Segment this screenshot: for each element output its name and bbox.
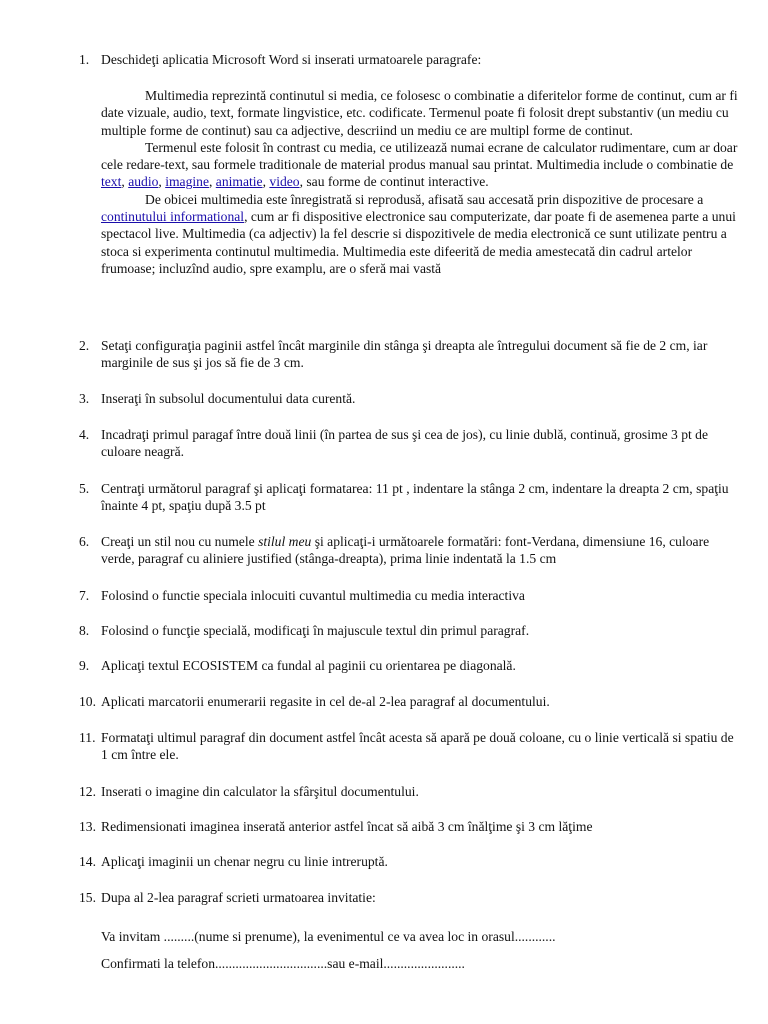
paragraph-2: Termenul este folosit în contrast cu media, ce utilizează numai ecrane de calculator rudimentare, cum ar doar cele redare-text, sau formele traditionale de material produs manual sau printat. Multimedia include o combinatie de text, audio, imagine, animatie, video, sau forme de continut interactive. [101,139,738,190]
list-item-8 [79,622,737,639]
list-item-4 [79,426,737,461]
item-text: Folosind o functie speciala inlocuiti cuvantul multimedia cu media interactiva [101,588,525,603]
item-number: 10. [79,694,96,709]
invitation-line-1: Va invitam .........(nume si prenume), la evenimentul ce va avea loc in orasul............ [101,929,556,944]
sample-paragraphs [79,87,739,277]
item-text: Formataţi ultimul paragraf din document astfel încât acesta să apară pe două coloane, cu o linie verticală si spatiu de 1 cm între ele. [101,730,734,763]
invitation-line-2: Confirmati la telefon.................................sau e-mail........................ [101,956,465,971]
list-item-6 [79,533,737,568]
paragraph-3: De obicei multimedia este înregistrată si reprodusă, afisată sau accesată prin dispozitive de procesare a continutului informational, cum ar fi dispositive electronice sau computerizate, dar poate fi de asemenea parte a unui spectacol live. Multimedia (ca adjectiv) la fel descrie si dispozitivele de media electronică ce sunt utilizate pentru a stoca si experimenta continutul multimedia. Multimedia este difeerită de media amestecată din cadrul artelor frumoase; incluzînd audio, spre examplu, are o sferă mai vastă [101,191,736,276]
item-number: 11. [79,730,96,745]
item-number: 12. [79,784,96,799]
item-text: Folosind o funcţie specială, modificaţi în majuscule textul din primul paragraf. [101,623,530,638]
list-item-2 [79,337,737,372]
list-item-10 [79,693,737,710]
item-text: Creaţi un stil nou cu numele stilul meu şi aplicaţi-i următoarele formatări: font-Verdana, dimensiune 16, culoare verde, paragraf cu aliniere justified (stânga-dreapta), prima linie indentată la 1.5 cm [101,534,710,567]
list-item-9 [79,657,737,674]
item-number: 14. [79,854,96,869]
list-item-1 [79,51,737,68]
list-item-12 [79,783,737,800]
item-number: 15. [79,890,96,905]
list-item-3 [79,390,737,407]
paragraph-1: Multimedia reprezintă continutul si media, ce folosesc o combinatie a diferitelor forme de continut, cum ar fi date vizuale, audio, text, formate lingvistice, etc. codificate. Termenul poate fi folosit drept substantiv (un mediu cu multiple forme de continut) sau ca adjective, descriind un mediu ce are multipl forme de continut. [101,88,738,138]
item-number: 2. [79,338,90,353]
item-text: Deschideţi aplicatia Microsoft Word si inserati urmatoarele paragrafe: [101,52,482,67]
item-number: 9. [79,658,90,673]
item-number: 7. [79,588,90,603]
list-item-5 [79,480,737,515]
item-text: Inserati o imagine din calculator la sfârşitul documentului. [101,784,419,799]
list-item-7 [79,587,737,604]
item-number: 8. [79,623,90,638]
item-text: Centraţi următorul paragraf şi aplicaţi formatarea: 11 pt , indentare la stânga 2 cm, indentare la dreapta 2 cm, spaţiu înainte 4 pt, spaţiu după 3.5 pt [101,481,729,514]
list-item-14 [79,853,737,870]
list-item-15 [79,889,737,906]
style-name: stilul meu [258,534,312,549]
item-text: Setaţi configuraţia paginii astfel încât marginile din stânga şi dreapta ale întregului document să fie de 2 cm, iar marginile de sus şi jos să fie de 3 cm. [101,338,708,371]
link-video[interactable]: video [269,174,300,190]
item-text: Redimensionati imaginea inserată anterior astfel încat să aibă 3 cm înălţime şi 3 cm lăţime [101,819,593,834]
link-audio[interactable]: audio [128,174,159,190]
item-number: 3. [79,391,90,406]
item-text: Incadraţi primul paragaf între două linii (în partea de sus şi cea de jos), cu linie dublă, continuă, grosime 3 pt de culoare neagră. [101,427,708,460]
link-animatie[interactable]: animatie [215,174,263,190]
item-text: Inseraţi în subsolul documentului data curentă. [101,391,356,406]
list-item-13 [79,818,737,835]
link-continutului-informational[interactable]: continutului informational [101,209,245,225]
item-text: Dupa al 2-lea paragraf scrieti urmatoarea invitatie: [101,890,376,905]
item-number: 1. [79,52,90,67]
item-number: 4. [79,427,90,442]
item-text: Aplicaţi imaginii un chenar negru cu linie intreruptă. [101,854,388,869]
item-number: 5. [79,481,90,496]
link-text[interactable]: text [101,174,122,190]
item-text: Aplicati marcatorii enumerarii regasite in cel de-al 2-lea paragraf al documentului. [101,694,550,709]
item-text: Aplicaţi textul ECOSISTEM ca fundal al paginii cu orientarea pe diagonală. [101,658,516,673]
link-imagine[interactable]: imagine [165,174,209,190]
item-number: 6. [79,534,90,549]
item-number: 13. [79,819,96,834]
list-item-11 [79,729,737,764]
